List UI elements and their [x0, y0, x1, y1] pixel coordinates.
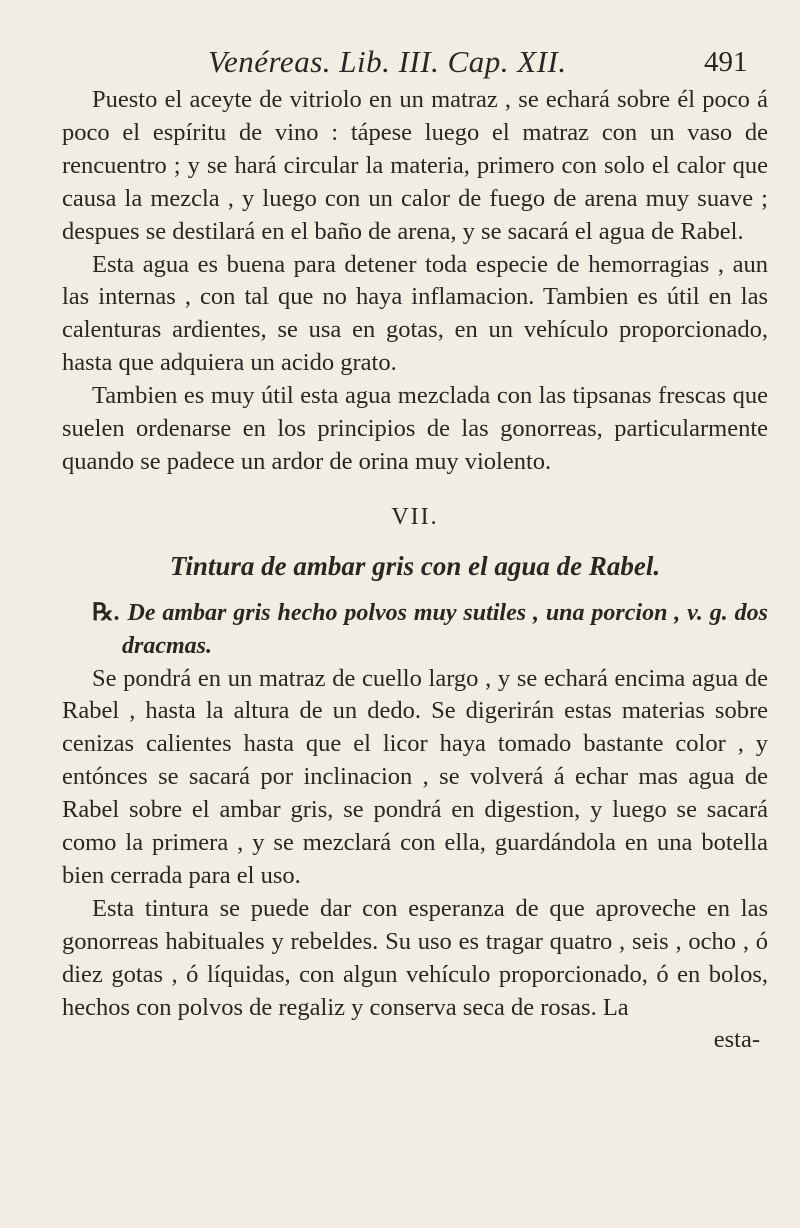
- page-header: [0, 44, 800, 84]
- recipe-line: [92, 597, 768, 663]
- paragraph-3: Tambien es muy útil esta agua mezclada con las tipsanas frescas que suelen ordenarse en los principios de las gonorreas, particularmente quando se padece un ardor de orina muy violento.: [62, 382, 768, 475]
- catchword: esta-: [713, 1026, 760, 1054]
- recipe-symbol: ℞.: [92, 599, 120, 626]
- paragraph-5: Esta tintura se puede dar con esperanza de que aproveche en las gonorreas habituales y rebeldes. Su uso es tragar quatro , seis , ocho , ó diez gotas , ó líquidas, con algun vehículo proporcionado, ó en bolos, hechos con polvos de regaliz y conserva seca de rosas. La: [62, 894, 768, 1021]
- paragraph-2: Esta agua es buena para detener toda especie de hemorragias , aun las internas , con tal que no haya inflamacion. Tambien es útil en las calenturas ardientes, se usa en gotas, en un vehículo proporcionado, hasta que adquiera un acido grato.: [62, 250, 768, 377]
- section-number: VII.: [391, 503, 439, 530]
- recipe-text: De ambar gris hecho polvos muy sutiles , una porcion , v. g. dos dracmas.: [122, 599, 768, 659]
- body-text: [62, 84, 768, 1057]
- paragraph-4: Se pondrá en un matraz de cuello largo , y se echará encima agua de Rabel , hasta la altura de un dedo. Se digerirán estas materias sobre cenizas calientes hasta que el licor haya tomado bastante color , y entónces se sacará por inclinacion , se volverá á echar mas agua de Rabel sobre el ambar gris, se pondrá en digestion, y luego se sacará como la primera , y se mezclará con ella, guardándola en una botella bien cerrada para el uso.: [62, 664, 768, 889]
- running-title: Venéreas. Lib. III. Cap. XII.: [208, 44, 567, 79]
- page-number: 491: [704, 46, 748, 78]
- paragraph-1: Puesto el aceyte de vitriolo en un matraz , se echará sobre él poco á poco el espíritu de vino : tápese luego el matraz con un vaso de rencuentro ; y se hará circular la materia, primero con solo el calor que causa la mezcla , y luego con un calor de fuego de arena muy suave ; despues se destilará en el baño de arena, y se sacará el agua de Rabel.: [62, 86, 768, 245]
- section-title: Tintura de ambar gris con el agua de Rabel.: [169, 550, 661, 581]
